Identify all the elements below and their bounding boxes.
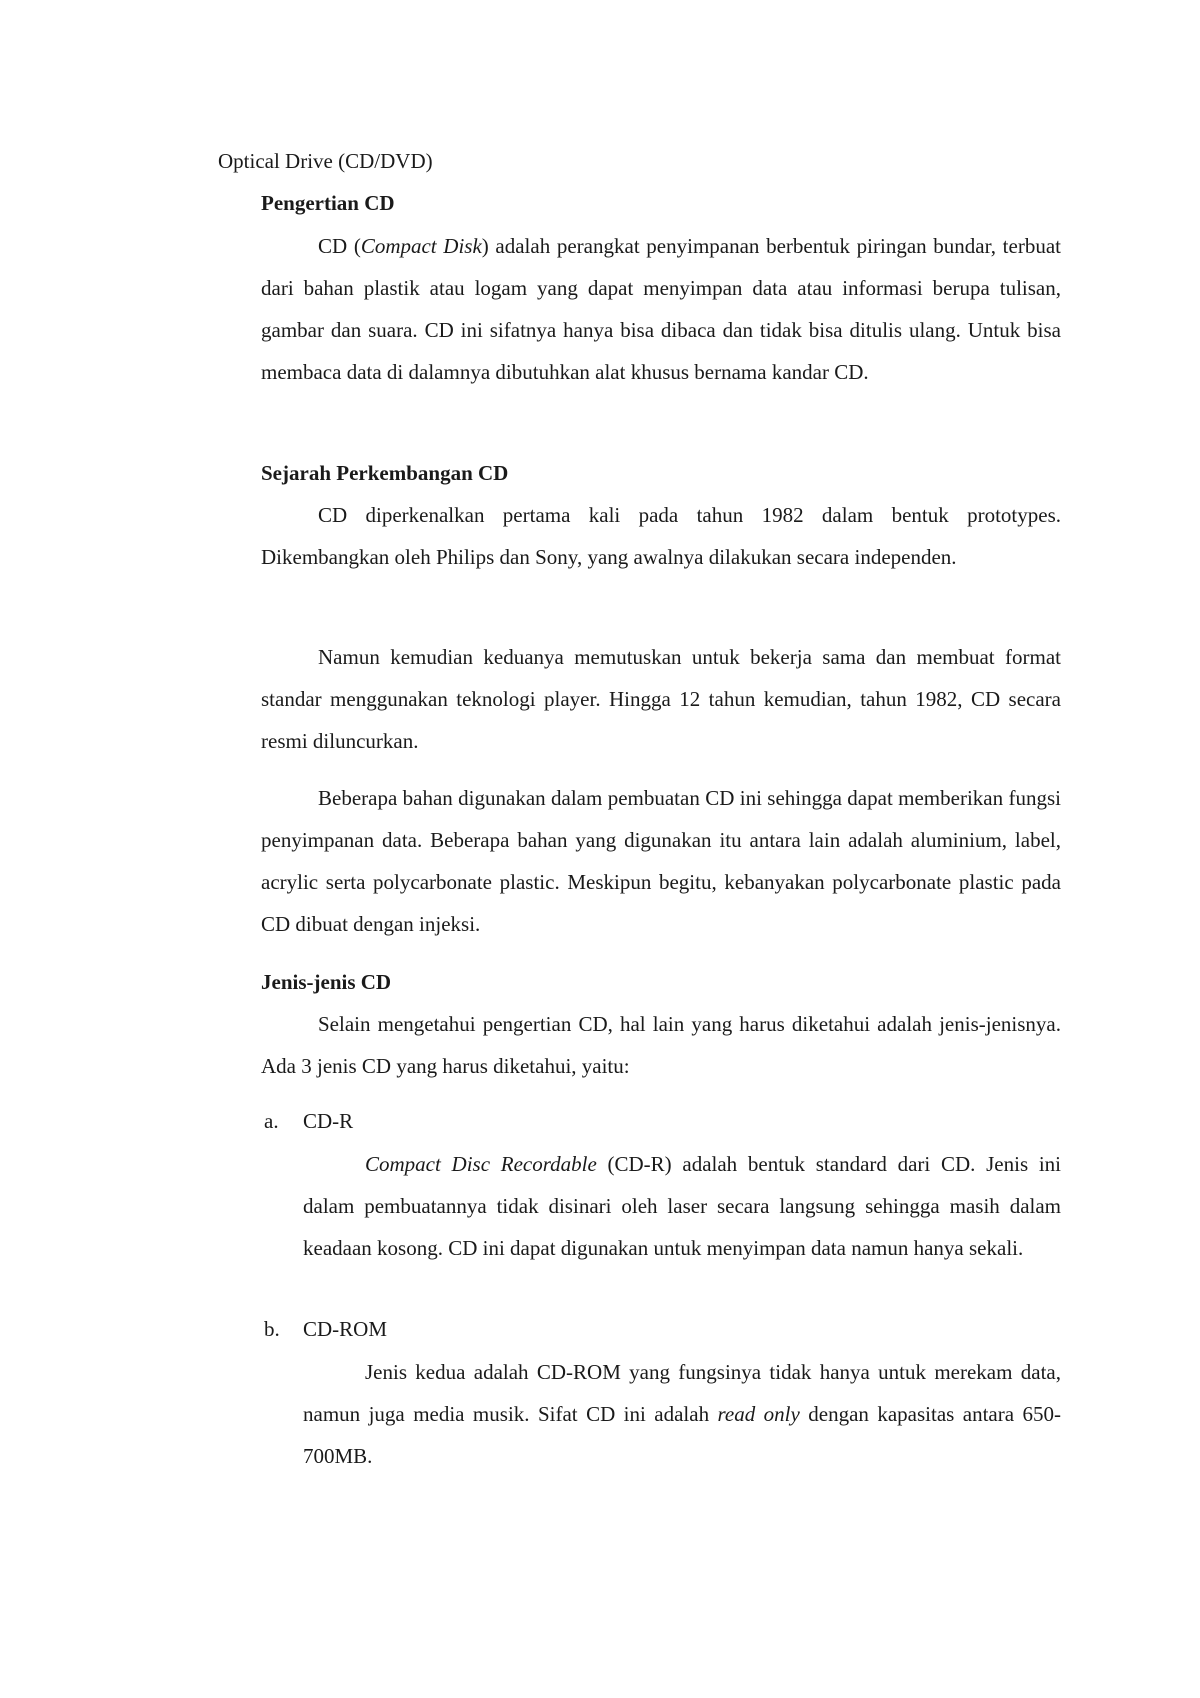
paragraph-text-end: dengan kapasitas antara 650-700MB.	[303, 1402, 1061, 1468]
list-label-cd-rom: CD-ROM	[303, 1317, 388, 1341]
italic-term: Compact Disk	[360, 234, 482, 258]
document-title: Optical Drive (CD/DVD)	[218, 149, 433, 173]
italic-term: Compact Disc Recordable	[365, 1152, 597, 1176]
heading-sejarah: Sejarah Perkembangan CD	[261, 461, 509, 485]
heading-pengertian: Pengertian CD	[261, 191, 395, 215]
paragraph-text: Jenis kedua adalah CD-ROM yang fungsinya tidak hanya untuk merekam data, namun juga media musik. Sifat CD ini adalah	[303, 1360, 1061, 1426]
paragraph-lead: CD (	[318, 234, 361, 258]
heading-jenis: Jenis-jenis CD	[261, 970, 392, 994]
list-label-cd-r: CD-R	[303, 1109, 354, 1133]
paragraph-text: (CD-R) adalah bentuk standard dari CD. Jenis ini dalam pembuatannya tidak disinari oleh laser secara langsung sehingga masih dalam keadaan kosong. CD ini dapat digunakan untuk menyimpan data namun hanya sekali.	[303, 1152, 1061, 1260]
paragraph-cd-rom	[303, 1351, 1061, 1477]
list-marker-a: a.	[264, 1109, 279, 1133]
paragraph-sejarah-1: CD diperkenalkan pertama kali pada tahun 1982 dalam bentuk prototypes. Dikembangkan oleh Philips dan Sony, yang awalnya dilakukan secara independen.	[261, 503, 1061, 569]
paragraph-rest: ) adalah perangkat penyimpanan berbentuk piringan bundar, terbuat dari bahan plastik atau logam yang dapat menyimpan data atau informasi berupa tulisan, gambar dan suara. CD ini sifatnya hanya bisa dibaca dan tidak bisa ditulis ulang. Untuk bisa membaca data di dalamnya dibutuhkan alat khusus bernama kandar CD.	[261, 234, 1061, 384]
list-marker-b: b.	[264, 1317, 280, 1341]
paragraph-cd-r	[303, 1143, 1061, 1269]
paragraph-sejarah-2: Namun kemudian keduanya memutuskan untuk bekerja sama dan membuat format standar menggunakan teknologi player. Hingga 12 tahun kemudian, tahun 1982, CD secara resmi diluncurkan.	[261, 645, 1061, 753]
paragraph-sejarah-3: Beberapa bahan digunakan dalam pembuatan CD ini sehingga dapat memberikan fungsi penyimpanan data. Beberapa bahan yang digunakan itu antara lain adalah aluminium, label, acrylic serta polycarbonate plastic. Meskipun begitu, kebanyakan polycarbonate plastic pada CD dibuat dengan injeksi.	[261, 786, 1061, 936]
paragraph-pengertian	[261, 225, 1061, 393]
paragraph-jenis-intro: Selain mengetahui pengertian CD, hal lain yang harus diketahui adalah jenis-jenisnya. Ada 3 jenis CD yang harus diketahui, yaitu:	[261, 1012, 1061, 1078]
italic-term: read only	[717, 1402, 800, 1426]
